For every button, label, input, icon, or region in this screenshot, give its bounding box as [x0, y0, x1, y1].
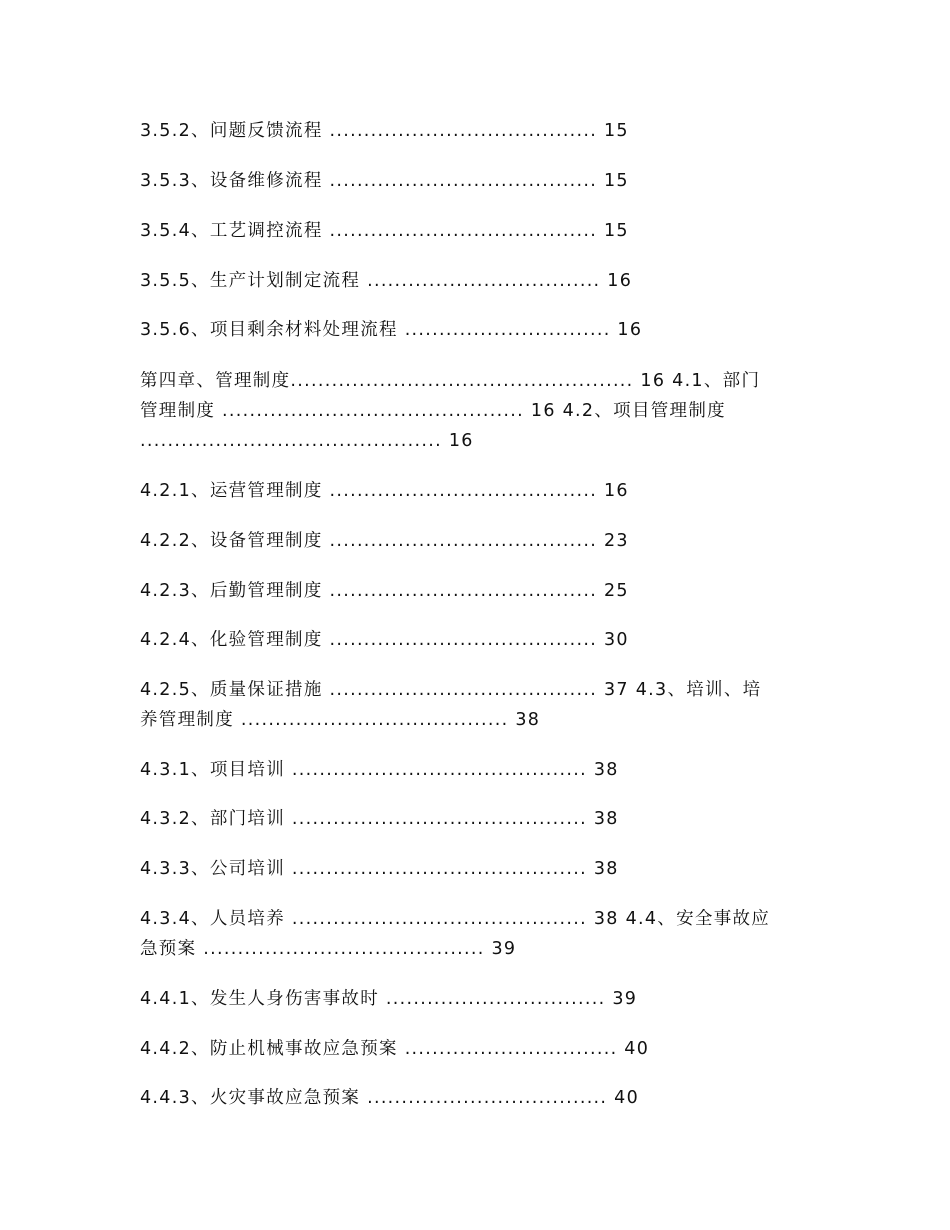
- toc-entry-4-2-3[interactable]: [140, 576, 810, 606]
- toc-line: 4.2.4、化验管理制度 ....................................... 30: [140, 630, 629, 650]
- toc-entry-4-2-1[interactable]: [140, 476, 810, 506]
- toc-entry-4-4-1[interactable]: [140, 984, 810, 1014]
- toc-line: 4.3.2、部门培训 ........................................... 38: [140, 809, 619, 829]
- toc-line: 4.2.3、后勤管理制度 ....................................... 25: [140, 581, 629, 601]
- toc-line: ............................................ 16: [140, 431, 474, 451]
- toc-line: 急预案 ......................................... 39: [140, 939, 517, 959]
- toc-entry-4-2-4[interactable]: [140, 625, 810, 655]
- toc-line: 4.3.1、项目培训 ........................................... 38: [140, 760, 619, 780]
- toc-line: 4.3.4、人员培养 ........................................... 38 4.4、安全事故应: [140, 909, 771, 929]
- toc-entry-4-2-5[interactable]: [140, 675, 810, 735]
- toc-line: 4.4.1、发生人身伤害事故时 ................................ 39: [140, 989, 638, 1009]
- toc-line: 4.4.3、火灾事故应急预案 ................................... 40: [140, 1088, 640, 1108]
- toc-entry-3-5-3[interactable]: [140, 166, 810, 196]
- toc-entry-4-2-2[interactable]: [140, 526, 810, 556]
- toc-entry-4-3-1[interactable]: [140, 755, 810, 785]
- toc-line: 3.5.3、设备维修流程 ....................................... 15: [140, 171, 629, 191]
- toc-entry-chapter-4[interactable]: [140, 366, 810, 456]
- toc-entry-4-4-3[interactable]: [140, 1083, 810, 1113]
- toc-entry-3-5-5[interactable]: [140, 266, 810, 296]
- toc-line: 4.2.5、质量保证措施 ....................................... 37 4.3、培训、培: [140, 680, 762, 700]
- toc-line: 4.3.3、公司培训 ........................................... 38: [140, 859, 619, 879]
- toc-entry-3-5-2[interactable]: [140, 116, 810, 146]
- toc-entry-4-3-2[interactable]: [140, 804, 810, 834]
- toc-entry-4-4-2[interactable]: [140, 1034, 810, 1064]
- toc-line: 第四章、管理制度.................................................. 16 4.1、部门: [140, 371, 761, 391]
- toc-line: 3.5.4、工艺调控流程 ....................................... 15: [140, 221, 629, 241]
- toc-line: 4.2.2、设备管理制度 ....................................... 23: [140, 531, 629, 551]
- toc-line: 4.2.1、运营管理制度 ....................................... 16: [140, 481, 629, 501]
- toc-line: 3.5.6、项目剩余材料处理流程 .............................. 16: [140, 320, 643, 340]
- toc-entry-3-5-6[interactable]: [140, 315, 810, 345]
- toc-line: 养管理制度 ....................................... 38: [140, 710, 541, 730]
- toc-line: 管理制度 ............................................ 16 4.2、项目管理制度: [140, 401, 726, 421]
- toc-line: 3.5.5、生产计划制定流程 .................................. 16: [140, 271, 633, 291]
- toc-line: 3.5.2、问题反馈流程 ....................................... 15: [140, 121, 629, 141]
- toc-entry-4-3-4[interactable]: [140, 904, 810, 964]
- toc-line: 4.4.2、防止机械事故应急预案 ............................... 40: [140, 1039, 650, 1059]
- toc-entry-3-5-4[interactable]: [140, 216, 810, 246]
- toc-entry-4-3-3[interactable]: [140, 854, 810, 884]
